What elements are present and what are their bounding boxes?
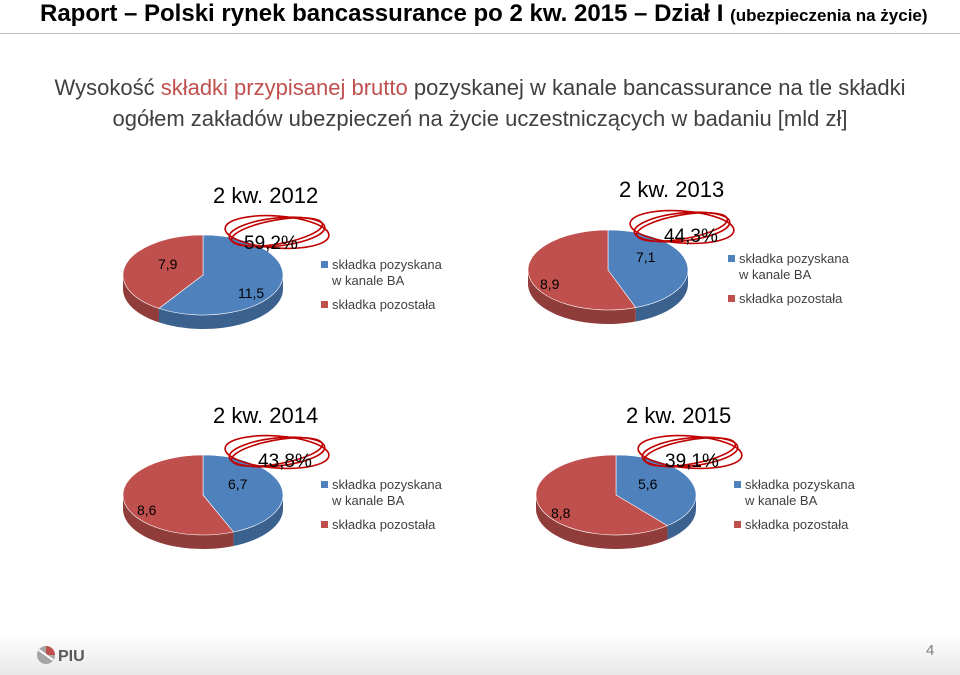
- legend-label-ba-line1: składka pozyskana: [745, 477, 855, 492]
- subtitle-part-2: pozyskanej w kanale bancassurance na tle składki: [413, 75, 906, 100]
- slide-title-sub: (ubezpieczenia na życie): [730, 6, 928, 25]
- share-label-2015: 39,1%: [665, 451, 719, 472]
- legend-label-other: składka pozostała: [745, 517, 849, 532]
- value-label-ba-2015: 5,6: [638, 476, 658, 492]
- legend-swatch-ba: [728, 255, 735, 262]
- chart-title-2014: 2 kw. 2014: [213, 403, 319, 428]
- legend-item-other: [321, 297, 435, 313]
- legend-item-ba-line2: w kanale BA: [739, 267, 812, 282]
- chart-title-2013: 2 kw. 2013: [619, 177, 725, 202]
- legend-label-other: składka pozostała: [739, 291, 843, 306]
- legend-item-ba-line2: w kanale BA: [745, 493, 818, 508]
- legend-item-other: [728, 291, 842, 307]
- header-divider: [0, 33, 960, 34]
- legend-item-ba: [728, 251, 849, 267]
- value-label-other-2014: 8,6: [137, 502, 157, 518]
- legend-swatch-ba: [321, 261, 328, 268]
- share-label-2012: 59,2%: [244, 233, 298, 254]
- legend-item-ba: [321, 257, 442, 273]
- legend-item-other: [734, 517, 848, 533]
- value-label-other-2015: 8,8: [551, 505, 571, 521]
- subtitle-part-1: Wysokość: [54, 75, 155, 100]
- subtitle-highlight: składki przypisanej brutto: [160, 75, 408, 100]
- legend-swatch-other: [321, 521, 328, 528]
- legend-label-other: składka pozostała: [332, 517, 436, 532]
- legend-item-ba: [321, 477, 442, 493]
- legend-label-ba-line1: składka pozyskana: [332, 477, 442, 492]
- slide-title-main: Raport – Polski rynek bancassurance po 2 kw. 2015 – Dział I: [40, 0, 724, 27]
- slide-footer: [0, 634, 960, 675]
- legend-item-ba-line2: w kanale BA: [332, 493, 405, 508]
- logo-text: PIU: [58, 648, 85, 665]
- chart-title-2012: 2 kw. 2012: [213, 183, 319, 208]
- legend-swatch-ba: [321, 481, 328, 488]
- share-label-2013: 44,3%: [664, 226, 718, 247]
- slide-header: [0, 0, 960, 36]
- legend-swatch-other: [321, 301, 328, 308]
- legend-item-ba-line2: w kanale BA: [332, 273, 405, 288]
- piu-logo: [36, 642, 96, 668]
- legend-swatch-other: [728, 295, 735, 302]
- value-label-ba-2014: 6,7: [228, 476, 248, 492]
- value-label-ba-2012: 11,5: [238, 285, 265, 301]
- page-number: 4: [926, 642, 935, 659]
- legend-label-ba-line1: składka pozyskana: [739, 251, 849, 266]
- legend-label-ba-line1: składka pozyskana: [332, 257, 442, 272]
- subtitle-line-2: ogółem zakładów ubezpieczeń na życie uczestniczących w badaniu [mld zł]: [112, 106, 848, 131]
- legend-item-other: [321, 517, 435, 533]
- value-label-other-2012: 7,9: [158, 256, 178, 272]
- legend-item-ba: [734, 477, 855, 493]
- slide-subtitle: [30, 72, 930, 134]
- slide-title: [40, 0, 928, 28]
- chart-title-2015: 2 kw. 2015: [626, 403, 732, 428]
- legend-swatch-other: [734, 521, 741, 528]
- value-label-ba-2013: 7,1: [636, 249, 656, 265]
- value-label-other-2013: 8,9: [540, 276, 560, 292]
- legend-swatch-ba: [734, 481, 741, 488]
- legend-label-other: składka pozostała: [332, 297, 436, 312]
- share-label-2014: 43,8%: [258, 451, 312, 472]
